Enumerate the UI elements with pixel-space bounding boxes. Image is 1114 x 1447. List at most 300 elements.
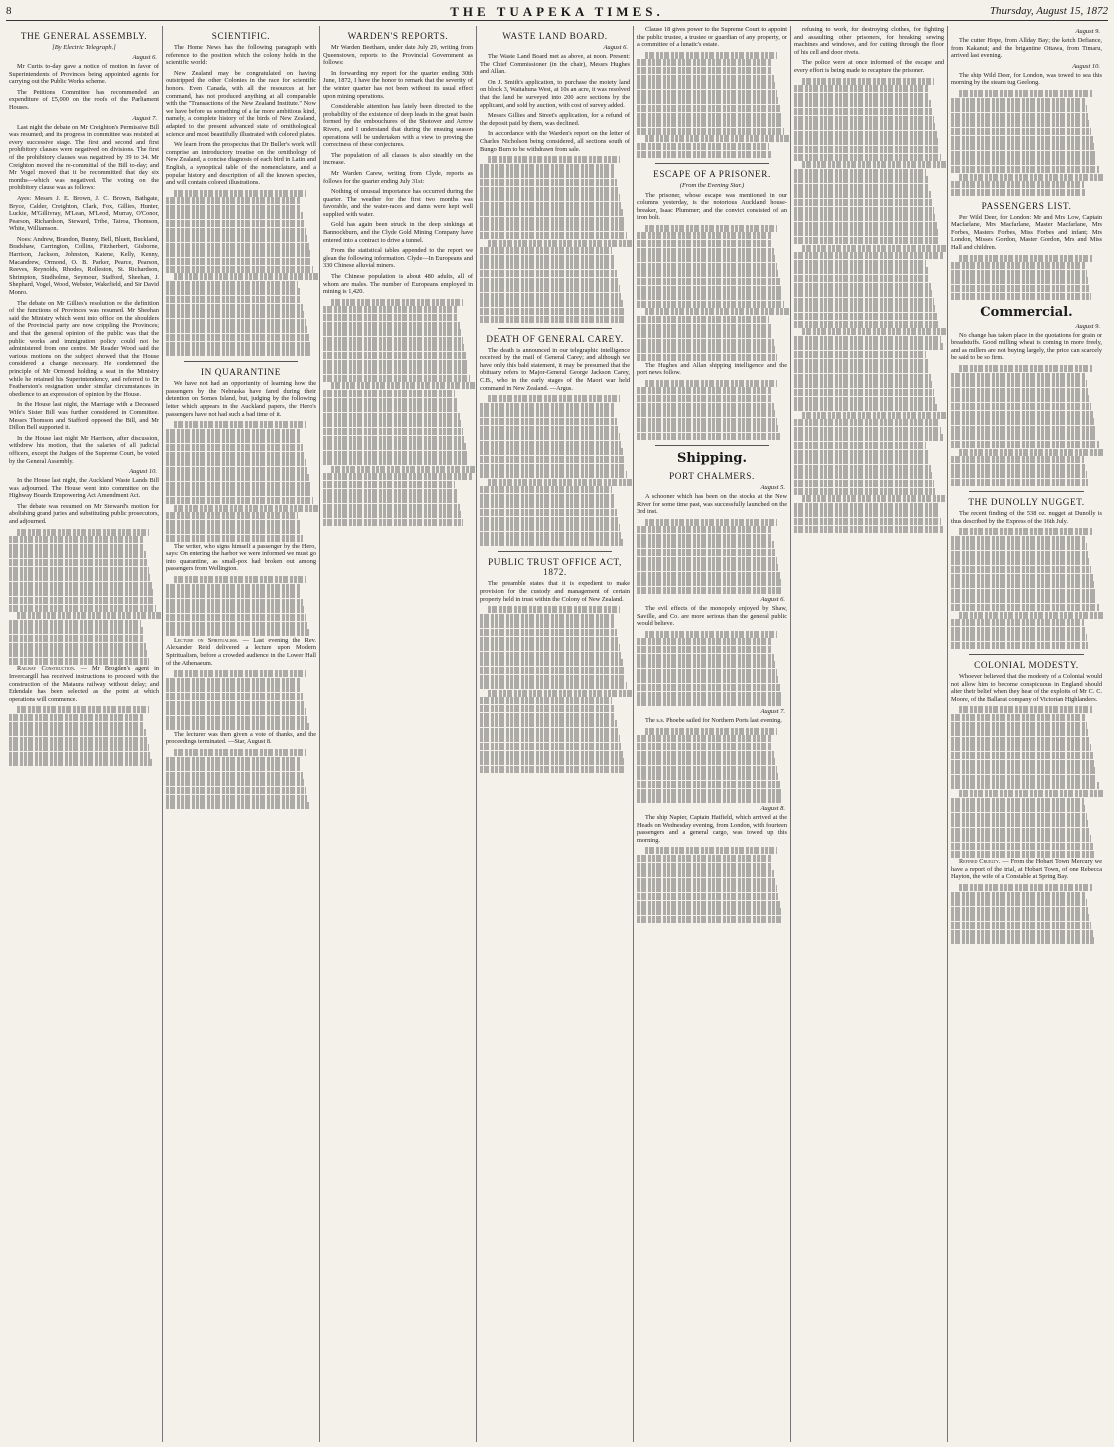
text-line bbox=[794, 85, 928, 92]
text-line bbox=[951, 596, 1097, 603]
text-line bbox=[637, 339, 774, 346]
paragraph: Clause 18 gives power to the Supreme Court to appoint the public trustee, a trustee or guardian of any property, or a committee of a lunatic's estate. bbox=[637, 26, 787, 49]
text-line bbox=[951, 820, 1088, 827]
paragraph: Messrs Gillies and Street's application, for a refund of the deposit paid by them, was declined. bbox=[480, 112, 630, 127]
paragraph: The population of all classes is also steadily on the increase. bbox=[323, 151, 473, 167]
run-in-title: Railway Construction. — bbox=[17, 665, 93, 673]
dateline: August 7. bbox=[760, 708, 785, 716]
newspaper-column bbox=[948, 26, 1105, 1442]
text-line bbox=[959, 174, 1105, 181]
text-line bbox=[645, 631, 777, 638]
text-line bbox=[794, 237, 940, 244]
text-line bbox=[480, 255, 614, 262]
text-line bbox=[637, 549, 775, 556]
text-line bbox=[9, 650, 147, 657]
text-line bbox=[794, 321, 938, 328]
text-line bbox=[166, 772, 303, 779]
text-line bbox=[323, 344, 464, 351]
text-line bbox=[166, 250, 310, 257]
text-line bbox=[637, 870, 774, 877]
dateline: August 10. bbox=[1072, 62, 1100, 70]
paragraph: The Home News has the following paragraph with reference to the position which the colony holds in the scientific world: bbox=[166, 44, 316, 67]
text-line bbox=[794, 488, 935, 495]
text-line bbox=[951, 285, 1090, 292]
text-line bbox=[637, 893, 778, 900]
paragraph: The police were at once informed of the escape and every effort is being made to recapture the prisoner. bbox=[794, 59, 944, 74]
text-line bbox=[9, 744, 149, 751]
text-line bbox=[480, 667, 624, 674]
paragraph: The recent finding of the 538 oz. nugget at Dunolly is thus described by the Express of the 16th July. bbox=[951, 509, 1102, 525]
text-line bbox=[951, 441, 1099, 448]
text-line bbox=[951, 181, 1084, 188]
text-line bbox=[637, 699, 783, 706]
text-line bbox=[794, 336, 941, 343]
paragraph: The Hughes and Allan shipping intelligence and the port news follow. bbox=[637, 361, 787, 377]
text-line bbox=[174, 273, 320, 280]
paragraph: The Waste Land Board met as above, at noon. Present: The Chief Commissioner (in the chair), Messrs Hughes and Allan. bbox=[480, 53, 630, 76]
text-line bbox=[166, 304, 303, 311]
paragraph: The cutter Hope, from Allday Bay; the ketch Defiance, from Kakanui; and the brigantine Ottawa, from Timaru, arrived last evening. bbox=[951, 37, 1102, 60]
text-line bbox=[951, 634, 1087, 641]
text-line bbox=[166, 444, 303, 451]
text-line bbox=[166, 296, 301, 303]
text-line bbox=[480, 418, 617, 425]
text-line bbox=[480, 494, 614, 501]
paragraph: On J. Smith's application, to purchase the moiety land on block 3, Waitahuna West, at 10s an acre, it was resolved that the land be surveyed into 200 acre sections by the applicant, and sold by auction, with cost of survey added. bbox=[480, 78, 630, 109]
issue-date: Thursday, August 15, 1872 bbox=[989, 5, 1108, 17]
text-line bbox=[17, 529, 149, 536]
text-line bbox=[480, 278, 618, 285]
paragraph: Ayes: Messrs J. E. Brown, J. C. Brown, Bathgate, Bryce, Calder, Creighton, Clark, Fox, Gillies, Hunter, Luckie, M'Gillivray, M'Lean, M'Leod, Murray, O'Conor, Pearson, Richardson, Steward, Tribe, Tairoa, Thomson, White, Williamson. bbox=[9, 194, 159, 233]
text-line bbox=[637, 403, 774, 410]
text-line bbox=[951, 262, 1085, 269]
paragraph: Noes: Andrew, Brandon, Bunny, Bell, Bluett, Buckland, Bradshaw, Carrington, Collins, Fitzherbert, Gisborne, Harrison, Jackson, Johnston, Katene, Kelly, Kenny, Macandrew, Ormond, O. B. Parker, Pearce, Pearson, Reeves, Reynolds, Rhodes, Rolleston, St. Richardson, Shrimpton, Studholme, Seymour, Stafford, Sheehan, J. Shephard, Vogel, Wood, Webster, Wakefield, and Sir David Monro. bbox=[9, 235, 159, 297]
text-line bbox=[794, 275, 929, 282]
text-line bbox=[166, 482, 310, 489]
text-line bbox=[637, 255, 775, 262]
text-line bbox=[637, 75, 774, 82]
paragraph: Whoever believed that the modesty of a Colonial would not allow him to become conspicuous in England should alter their belief when they hear of the exploits of Mr C. C. Moore, of the Ballarat company of Victorian Highlanders. bbox=[951, 673, 1102, 703]
text-line bbox=[951, 798, 1084, 805]
text-line bbox=[959, 528, 1092, 535]
dateline: August 9. bbox=[1075, 322, 1100, 330]
text-line bbox=[480, 728, 618, 735]
article-heading: PUBLIC TRUST OFFICE ACT, 1872. bbox=[488, 557, 622, 578]
text-line bbox=[951, 113, 1088, 120]
paragraph: New Zealand may be congratulated on having outstripped the other Colonies in the race for scientific honors. Even Canada, with all the resources at her command, has not produced anything at all comparable with the "Transactions of the New Zealand Institute." Now we have before us something of a far more ambitious kind, namely, a complete history of the birds of New Zealand, adapted to the present advanced state of ornithological science and most beautifully illustrated with colored plates. bbox=[166, 69, 316, 138]
article-heading: WASTE LAND BOARD. bbox=[502, 31, 608, 41]
dateline: August 8. bbox=[760, 805, 785, 813]
paragraph: The ship Napier, Captain Hatfield, which arrived at the Heads on Wednesday evening, from London, with fourteen passengers and a general cargo, was towed up this morning. bbox=[637, 814, 787, 844]
text-line bbox=[794, 427, 941, 434]
text-line bbox=[637, 263, 777, 270]
text-line bbox=[637, 278, 780, 285]
text-line bbox=[959, 365, 1092, 372]
paragraph: The writer, who signs himself a passenger by the Hero, says: On entering the harbor we were informed we must go into quarantine, as small-pox had broken out among passengers from Wellington. bbox=[166, 542, 316, 573]
text-line bbox=[637, 59, 771, 66]
text-line bbox=[9, 658, 149, 665]
text-line bbox=[794, 442, 926, 449]
article-heading: SCIENTIFIC. bbox=[211, 31, 271, 41]
text-line bbox=[951, 843, 1093, 850]
text-line bbox=[480, 524, 620, 531]
text-line bbox=[166, 497, 313, 504]
text-line bbox=[959, 790, 1105, 797]
text-line bbox=[166, 288, 300, 295]
text-line bbox=[637, 346, 775, 353]
text-line bbox=[794, 397, 935, 404]
text-line bbox=[794, 389, 934, 396]
text-line bbox=[794, 199, 932, 206]
paragraph: From the statistical tables appended to the report we glean the following information. Clyde—In Europeans and 330 Chinese alluvial miners. bbox=[323, 247, 473, 270]
text-line bbox=[166, 349, 312, 356]
text-line bbox=[637, 789, 781, 796]
text-line bbox=[480, 464, 626, 471]
text-line bbox=[166, 802, 309, 809]
text-line bbox=[794, 176, 928, 183]
passengers-heading: PASSENGERS LIST. bbox=[981, 200, 1072, 211]
text-line bbox=[637, 324, 771, 331]
text-line bbox=[951, 581, 1094, 588]
text-line bbox=[637, 433, 780, 440]
text-line bbox=[323, 314, 458, 321]
text-line bbox=[794, 229, 938, 236]
text-line bbox=[637, 534, 772, 541]
text-line bbox=[637, 863, 772, 870]
text-line bbox=[166, 622, 307, 629]
text-line bbox=[637, 240, 772, 247]
text-line bbox=[959, 884, 1092, 891]
text-line bbox=[951, 395, 1090, 402]
text-line bbox=[637, 796, 783, 803]
dateline: August 6. bbox=[760, 596, 785, 604]
text-line bbox=[951, 105, 1087, 112]
article-heading: DEATH OF GENERAL CAREY. bbox=[486, 333, 624, 344]
text-line bbox=[637, 82, 775, 89]
text-line bbox=[323, 420, 461, 427]
paragraph: The lecturer was then given a vote of thanks, and the proceedings terminated. —Star, August 8. bbox=[166, 730, 316, 746]
dateline: August 9. bbox=[1075, 28, 1100, 35]
newspaper-column bbox=[6, 26, 163, 1442]
text-line bbox=[802, 78, 934, 85]
text-line bbox=[480, 486, 612, 493]
text-line bbox=[645, 225, 777, 232]
text-line bbox=[331, 382, 477, 389]
text-line bbox=[951, 604, 1099, 611]
text-line bbox=[166, 787, 306, 794]
text-line bbox=[645, 52, 777, 59]
text-line bbox=[166, 326, 307, 333]
text-line bbox=[323, 428, 463, 435]
text-line bbox=[488, 395, 620, 402]
text-line bbox=[323, 519, 463, 526]
text-line bbox=[488, 156, 620, 163]
text-line bbox=[794, 123, 935, 130]
text-line bbox=[637, 354, 777, 361]
text-line bbox=[480, 713, 615, 720]
text-line bbox=[166, 243, 309, 250]
newspaper-column bbox=[634, 26, 791, 1442]
text-line bbox=[166, 205, 301, 212]
text-line bbox=[645, 728, 777, 735]
paragraph: In the House last night, the Auckland Waste Lands Bill was adjourned. The House went into committee on the Highway Boards Empowering Act Amendment Act. bbox=[9, 477, 159, 500]
text-line bbox=[323, 322, 460, 329]
text-line bbox=[951, 937, 1094, 944]
text-line bbox=[637, 735, 771, 742]
text-line bbox=[637, 387, 771, 394]
text-line bbox=[637, 751, 774, 758]
text-line bbox=[480, 501, 615, 508]
text-line bbox=[488, 606, 620, 613]
text-line bbox=[637, 692, 781, 699]
text-line bbox=[951, 536, 1085, 543]
section-rule bbox=[655, 163, 769, 164]
text-line bbox=[9, 559, 147, 566]
text-line bbox=[637, 248, 774, 255]
dateline: August 5. bbox=[760, 483, 785, 491]
text-line bbox=[794, 381, 932, 388]
section-rule bbox=[655, 445, 769, 446]
text-line bbox=[794, 154, 941, 161]
text-line bbox=[166, 527, 301, 534]
text-line bbox=[951, 767, 1096, 774]
text-line bbox=[951, 722, 1087, 729]
text-line bbox=[637, 579, 781, 586]
section-rule bbox=[969, 491, 1084, 492]
text-line bbox=[166, 436, 301, 443]
text-line bbox=[166, 281, 298, 288]
text-line bbox=[9, 544, 144, 551]
text-line bbox=[9, 635, 144, 642]
section-rule bbox=[498, 328, 612, 329]
text-line bbox=[480, 539, 623, 546]
text-line bbox=[951, 589, 1096, 596]
text-line bbox=[480, 441, 621, 448]
text-line bbox=[959, 90, 1092, 97]
paragraph: Lecture on Spiritualism. — Last evening the Rev. Alexander Reid delivered a lecture upon Modern Spiritualism, before a crowded audience in the Lower Hall of the Athenaeum. bbox=[166, 636, 316, 667]
text-line bbox=[794, 518, 941, 525]
text-line bbox=[794, 191, 931, 198]
text-line bbox=[17, 706, 149, 713]
text-line bbox=[951, 373, 1085, 380]
text-line bbox=[951, 714, 1085, 721]
text-line bbox=[480, 652, 621, 659]
text-line bbox=[9, 752, 150, 759]
text-line bbox=[637, 316, 769, 323]
text-line bbox=[951, 151, 1096, 158]
text-line bbox=[9, 551, 146, 558]
text-line bbox=[9, 737, 147, 744]
text-line bbox=[637, 901, 780, 908]
section-rule bbox=[969, 654, 1084, 655]
text-line bbox=[951, 551, 1088, 558]
article-heading: WARDEN'S REPORTS. bbox=[347, 31, 449, 41]
text-line bbox=[9, 597, 155, 604]
text-line bbox=[480, 171, 615, 178]
text-line bbox=[951, 426, 1096, 433]
text-line bbox=[951, 158, 1097, 165]
text-line bbox=[480, 202, 621, 209]
text-line bbox=[637, 572, 780, 579]
text-line bbox=[480, 448, 623, 455]
paragraph: We have not had an opportunity of learning how the passengers by the Nebraska have fared during their detention on Somes Island, but, judging by the following letter which appears in the Auckland papers, the Hero's passengers have not had such a bad time of it. bbox=[166, 380, 316, 418]
text-line bbox=[794, 359, 928, 366]
text-line bbox=[637, 526, 771, 533]
paragraph: The prisoner, whose escape was mentioned in our columns yesterday, is the notorious Auckland house-breaker, Isaac Plummer; and the convict consisted of an iron bolt. bbox=[637, 191, 787, 222]
text-line bbox=[637, 151, 771, 158]
run-in-title: Refined Cruelty. — bbox=[959, 858, 1011, 866]
newspaper-title: THE TUAPEKA TIMES. bbox=[450, 4, 664, 19]
text-line bbox=[951, 851, 1094, 858]
text-line bbox=[166, 474, 309, 481]
text-line bbox=[331, 299, 463, 306]
text-line bbox=[331, 466, 477, 473]
paragraph: Refined Cruelty. — From the Hobart Town Mercury we have a report of the trial, at Hobart Town, of one Rebecca Hayton, the wife of a Constable at Spring Bay. bbox=[951, 858, 1103, 881]
text-line bbox=[480, 766, 626, 773]
text-line bbox=[951, 120, 1090, 127]
newspaper-column bbox=[791, 26, 948, 1442]
text-line bbox=[9, 729, 146, 736]
text-line bbox=[951, 892, 1085, 899]
text-line bbox=[480, 194, 620, 201]
text-line bbox=[166, 716, 307, 723]
text-line bbox=[480, 621, 615, 628]
text-line bbox=[794, 450, 928, 457]
text-line bbox=[166, 512, 298, 519]
text-line bbox=[637, 638, 771, 645]
text-line bbox=[951, 270, 1087, 277]
text-line bbox=[323, 367, 469, 374]
text-line bbox=[480, 262, 615, 269]
text-line bbox=[166, 757, 300, 764]
text-line bbox=[637, 143, 769, 150]
paragraph: Per Wild Deer, for London: Mr and Mrs Low, Captain Macfarlane, Mrs Macfarlane, Master Macfarlane, Mrs Forbes, Masters Forbes, Miss Forbes and infant; Mrs London, Misses Gordon, Master Gordon, Mrs and Miss Hall and children. bbox=[951, 213, 1102, 252]
text-line bbox=[166, 311, 304, 318]
text-line bbox=[480, 720, 617, 727]
text-line bbox=[637, 410, 775, 417]
text-line bbox=[480, 637, 618, 644]
text-line bbox=[480, 705, 614, 712]
text-line bbox=[637, 661, 775, 668]
text-line bbox=[323, 458, 469, 465]
text-line bbox=[166, 452, 304, 459]
text-line bbox=[637, 67, 772, 74]
text-line bbox=[637, 669, 777, 676]
text-line bbox=[951, 433, 1097, 440]
text-line bbox=[637, 781, 780, 788]
text-line bbox=[959, 449, 1105, 456]
text-line bbox=[480, 751, 623, 758]
paragraph: The evil effects of the monopoly enjoyed by Shaw, Saville, and Co. are more serious than the general public would believe. bbox=[637, 605, 787, 628]
text-line bbox=[794, 252, 943, 259]
text-line bbox=[951, 782, 1099, 789]
text-line bbox=[166, 220, 304, 227]
article-heading: ESCAPE OF A PRISONER. bbox=[653, 168, 771, 179]
text-line bbox=[951, 464, 1085, 471]
text-line bbox=[166, 795, 307, 802]
text-line bbox=[951, 166, 1099, 173]
text-line bbox=[951, 418, 1094, 425]
text-line bbox=[480, 433, 620, 440]
text-line bbox=[645, 308, 791, 315]
text-line bbox=[794, 214, 935, 221]
text-line bbox=[794, 374, 931, 381]
text-line bbox=[166, 467, 307, 474]
text-line bbox=[637, 676, 778, 683]
text-line bbox=[480, 403, 614, 410]
text-line bbox=[951, 899, 1087, 906]
text-line bbox=[480, 532, 621, 539]
text-line bbox=[9, 582, 152, 589]
paragraph: Nothing of unusual importance has occurred during the quarter. The weather for the first two months was favorable, and the water-races and dams were kept well supplied with water. bbox=[323, 188, 473, 218]
text-line bbox=[323, 306, 457, 313]
text-line bbox=[637, 855, 771, 862]
text-line bbox=[166, 708, 306, 715]
text-line bbox=[9, 605, 156, 612]
paragraph: We learn from the prospectus that Dr Buller's work will comprise an introductory treatise on the ornithology of New Zealand, a concise diagnosis of each bird in Latin and English, a synoptical table of the nomenclature, and a popular history and description of all the known species, and will contain colored illustrations. bbox=[166, 141, 316, 187]
text-line bbox=[951, 143, 1094, 150]
text-line bbox=[637, 564, 778, 571]
text-line bbox=[794, 404, 937, 411]
text-line bbox=[174, 576, 306, 583]
text-line bbox=[480, 659, 623, 666]
text-line bbox=[488, 479, 634, 486]
text-line bbox=[951, 456, 1084, 463]
text-line bbox=[9, 759, 152, 766]
text-line bbox=[951, 729, 1088, 736]
text-line bbox=[645, 519, 777, 526]
text-line bbox=[166, 606, 304, 613]
text-line bbox=[794, 93, 929, 100]
text-line bbox=[637, 587, 783, 594]
text-line bbox=[951, 293, 1091, 300]
text-line bbox=[9, 722, 144, 729]
text-line bbox=[480, 270, 617, 277]
text-line bbox=[323, 352, 466, 359]
dateline: August 10. bbox=[129, 468, 157, 476]
text-line bbox=[794, 510, 940, 517]
text-line bbox=[802, 245, 948, 252]
text-line bbox=[637, 293, 783, 300]
text-line bbox=[951, 642, 1088, 649]
text-line bbox=[480, 471, 627, 478]
text-line bbox=[951, 922, 1091, 929]
text-line bbox=[166, 258, 312, 265]
text-line bbox=[166, 520, 300, 527]
text-line bbox=[323, 436, 464, 443]
text-line bbox=[480, 629, 617, 636]
text-line bbox=[637, 270, 778, 277]
text-line bbox=[951, 737, 1090, 744]
text-line bbox=[9, 627, 143, 634]
text-line bbox=[166, 228, 306, 235]
text-line bbox=[951, 403, 1091, 410]
text-line bbox=[637, 331, 772, 338]
text-line bbox=[637, 684, 780, 691]
article-heading: IN QUARANTINE bbox=[200, 367, 281, 378]
text-line bbox=[951, 380, 1087, 387]
text-line bbox=[323, 390, 455, 397]
paragraph: Mr Curtis to-day gave a notice of motion in favor of Superintendents of Provinces being appointed agents for carrying out the Public Works scheme. bbox=[9, 63, 159, 86]
masthead bbox=[6, 4, 1108, 21]
text-line bbox=[323, 496, 458, 503]
text-line bbox=[166, 685, 301, 692]
text-line bbox=[951, 574, 1093, 581]
text-line bbox=[959, 612, 1105, 619]
text-line bbox=[794, 457, 929, 464]
text-line bbox=[9, 643, 146, 650]
port-heading: PORT CHALMERS. bbox=[669, 470, 755, 481]
